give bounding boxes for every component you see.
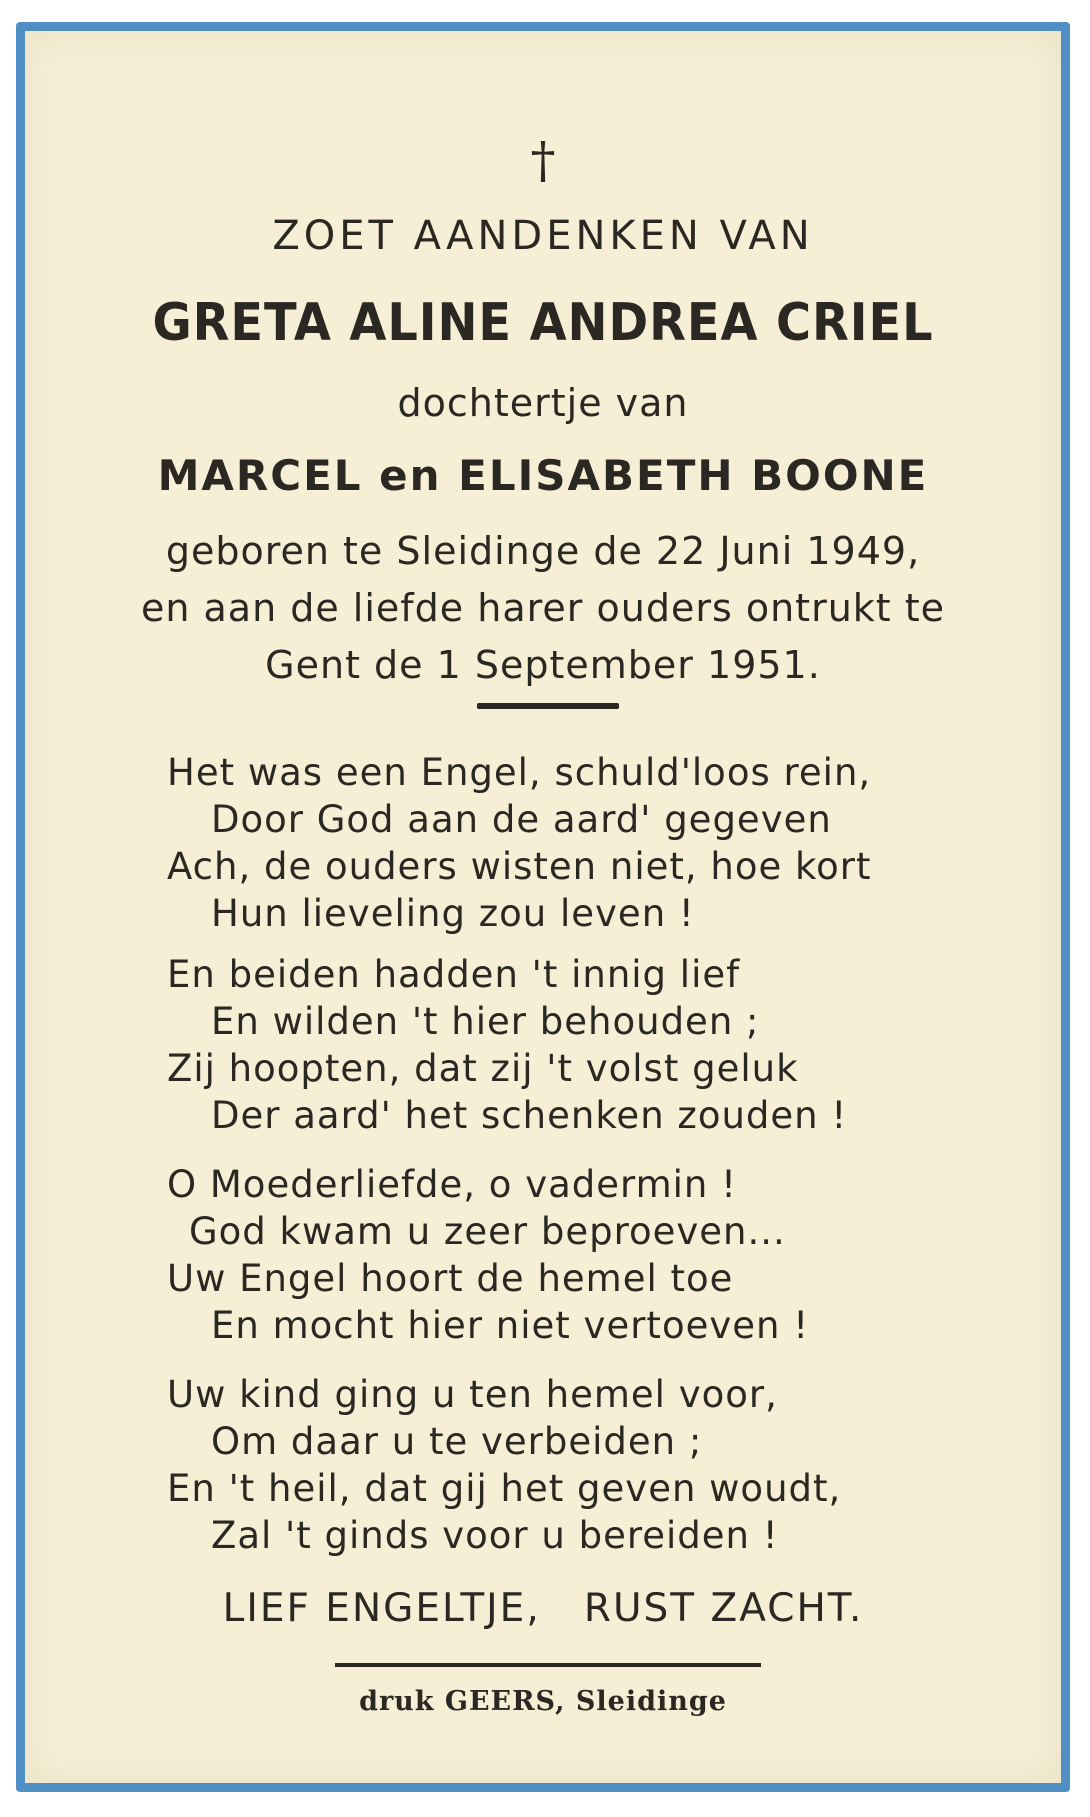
closing-line: LIEF ENGELTJE, RUST ZACHT. xyxy=(222,1586,864,1631)
poem-stanza xyxy=(167,1161,987,1349)
card-paper xyxy=(25,31,1061,1783)
deceased-name: GRETA ALINE ANDREA CRIEL xyxy=(152,293,934,353)
poem-line: En beiden hadden 't innig lief xyxy=(167,953,741,996)
poem-line: En 't heil, dat gij het geven woudt, xyxy=(167,1467,842,1510)
poem-line: Zij hoopten, dat zij 't volst geluk xyxy=(167,1047,799,1090)
footer-divider xyxy=(335,1663,761,1667)
poem-line: Hun lieveling zou leven ! xyxy=(211,892,695,935)
parents-names: MARCEL en ELISABETH BOONE xyxy=(157,451,929,500)
memorial-card xyxy=(16,22,1070,1792)
poem-line: Uw kind ging u ten hemel voor, xyxy=(167,1373,778,1416)
poem-line: O Moederliefde, o vadermin ! xyxy=(167,1163,737,1206)
ornamental-divider xyxy=(477,703,619,709)
cross-icon: † xyxy=(530,131,556,189)
poem-line: Om daar u te verbeiden ; xyxy=(211,1420,703,1463)
printer-credit: druk GEERS, Sleidinge xyxy=(359,1686,727,1717)
bio-line: geboren te Sleidinge de 22 Juni 1949, xyxy=(165,529,921,573)
intro-heading: ZOET AANDENKEN VAN xyxy=(272,213,814,259)
poem-line: Het was een Engel, schuld'loos rein, xyxy=(167,751,872,794)
poem-line: God kwam u zeer beproeven... xyxy=(189,1210,786,1253)
bio-line: en aan de liefde harer ouders ontrukt te xyxy=(140,586,946,630)
poem-line: Door God aan de aard' gegeven xyxy=(211,798,832,841)
poem-line: Der aard' het schenken zouden ! xyxy=(211,1094,848,1137)
poem-line: En wilden 't hier behouden ; xyxy=(211,1000,760,1043)
biography xyxy=(25,523,1061,694)
poem-stanza xyxy=(167,1371,987,1559)
poem-line: Ach, de ouders wisten niet, hoe kort xyxy=(167,845,872,888)
relation-text: dochtertje van xyxy=(397,381,689,425)
poem-stanza xyxy=(167,749,987,937)
poem-stanza xyxy=(167,951,987,1139)
bio-line: Gent de 1 September 1951. xyxy=(265,643,821,687)
poem-line: Uw Engel hoort de hemel toe xyxy=(167,1257,734,1300)
poem-line: Zal 't ginds voor u bereiden ! xyxy=(211,1514,779,1557)
poem-line: En mocht hier niet vertoeven ! xyxy=(211,1304,810,1347)
